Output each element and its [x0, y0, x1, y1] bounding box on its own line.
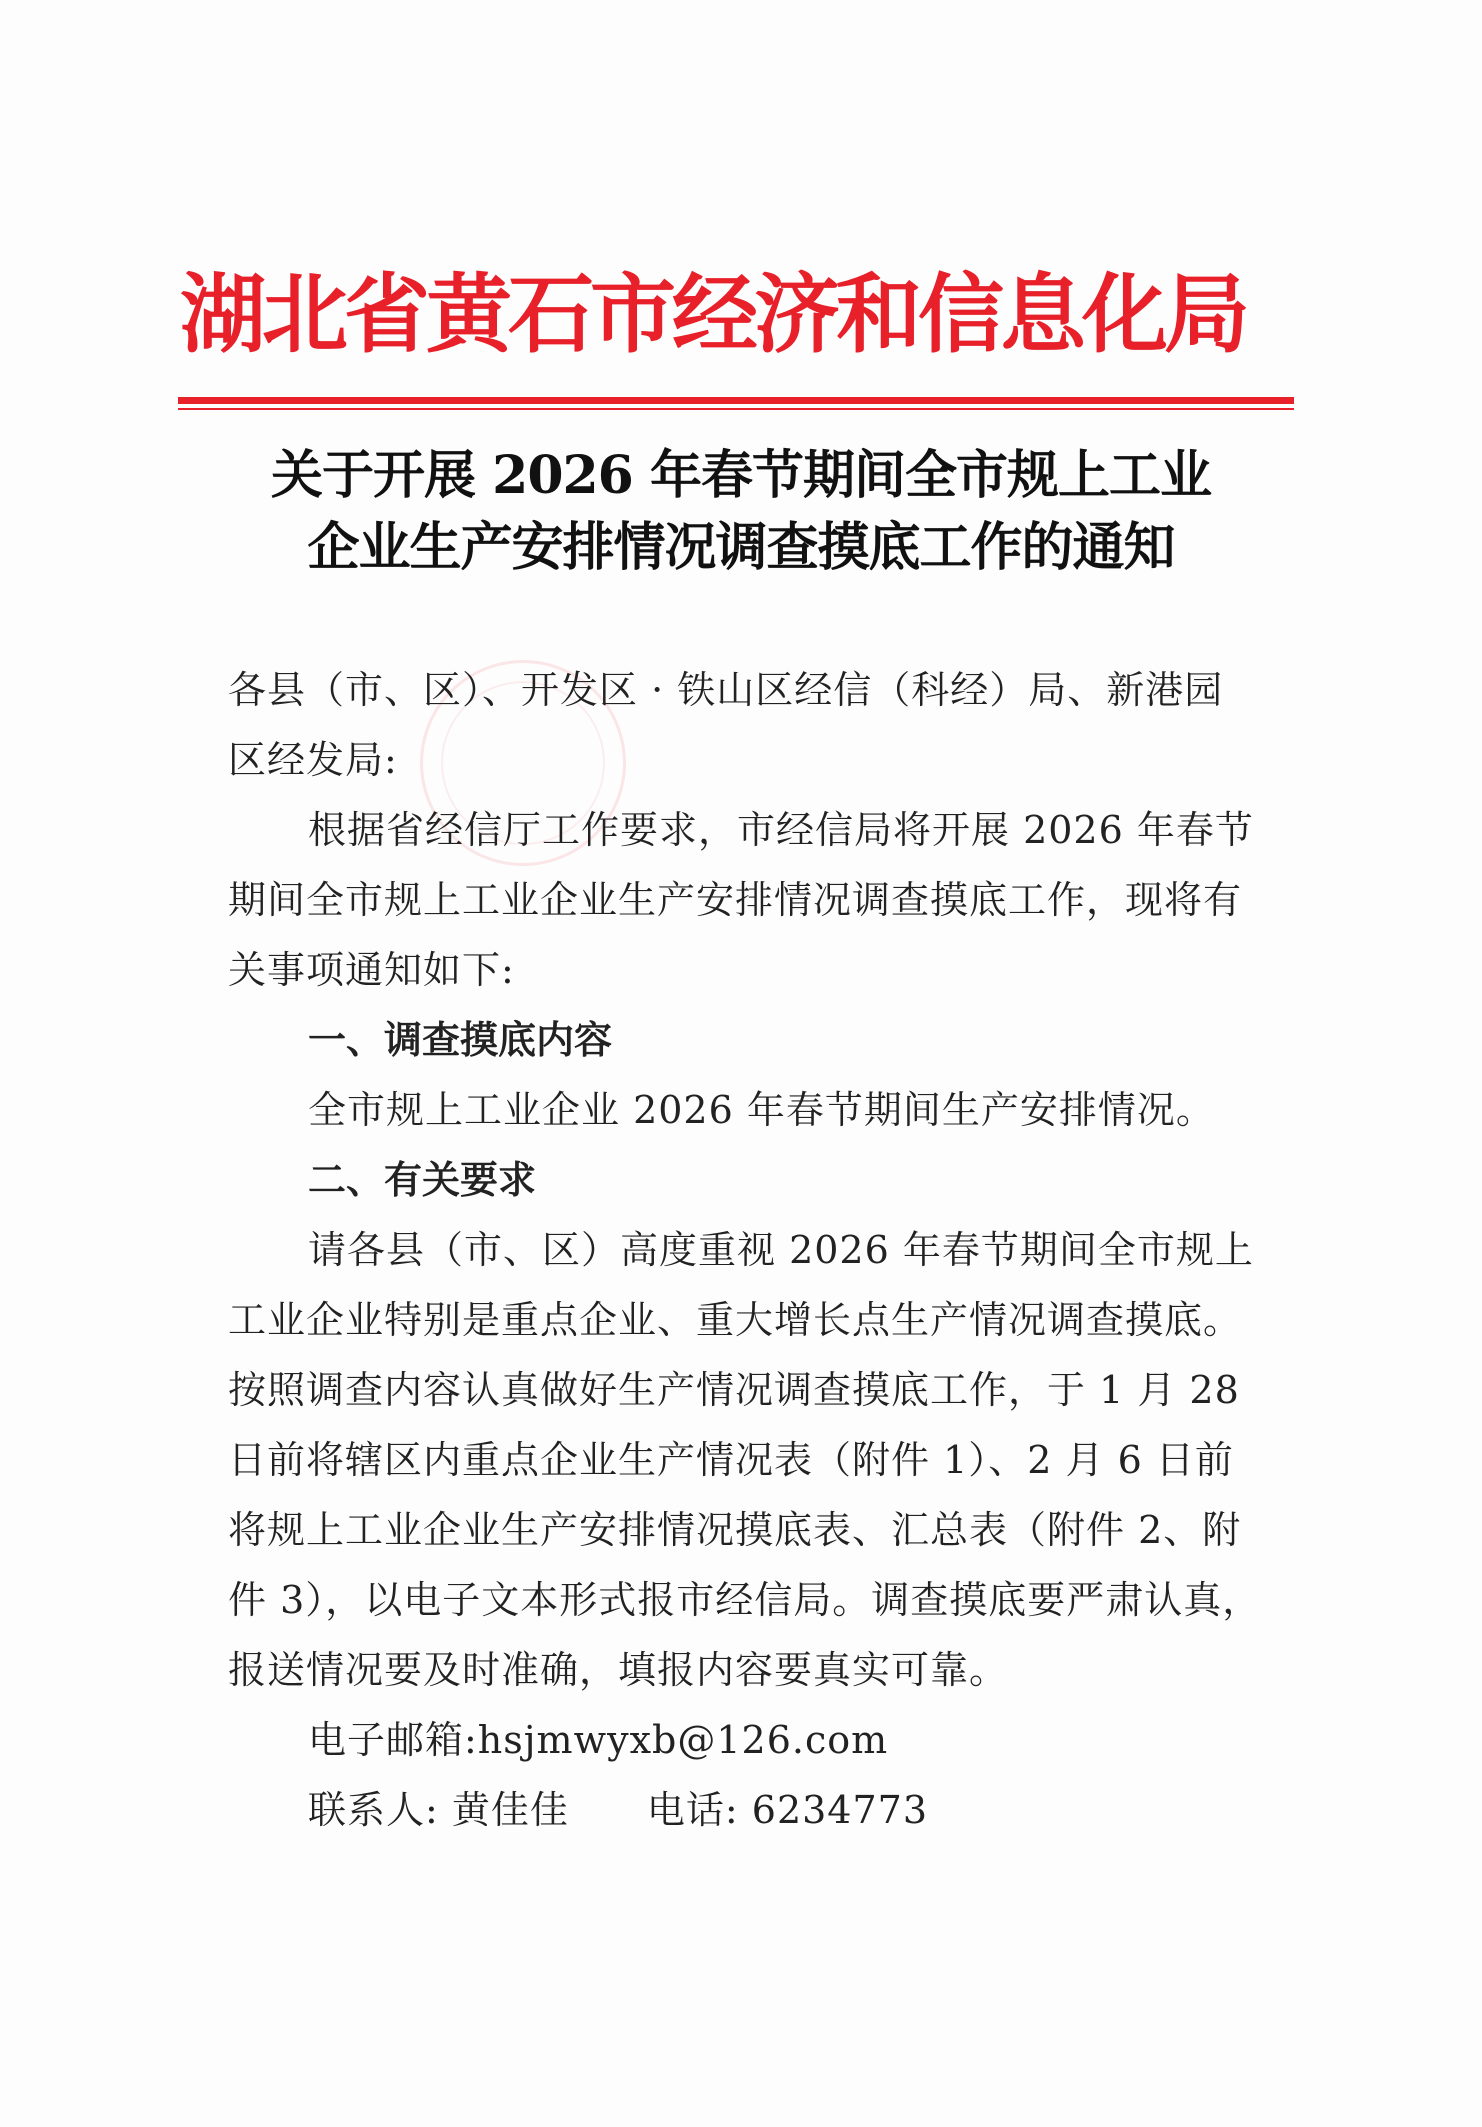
section-2-line-1: 请各县（市、区）高度重视 2026 年春节期间全市规上 [308, 1228, 1254, 1272]
section-2-line-2: 工业企业特别是重点企业、重大增长点生产情况调查摸底。 [228, 1298, 1243, 1342]
intro-line-3: 关事项通知如下: [228, 948, 515, 992]
addressee-line-1: 各县（市、区）、开发区 · 铁山区经信（科经）局、新港园 [228, 668, 1224, 712]
section-2-line-4: 日前将辖区内重点企业生产情况表（附件 1）、2 月 6 日前 [228, 1438, 1234, 1482]
red-divider-thick [178, 397, 1294, 404]
red-divider-thin [178, 408, 1294, 410]
addressee-line-2: 区经发局: [228, 738, 398, 782]
section-2-heading: 二、有关要求 [308, 1158, 537, 1202]
intro-line-1: 根据省经信厅工作要求，市经信局将开展 2026 年春节 [308, 808, 1254, 852]
section-2-line-3: 按照调查内容认真做好生产情况调查摸底工作，于 1 月 28 [228, 1368, 1240, 1412]
intro-line-2: 期间全市规上工业企业生产安排情况调查摸底工作，现将有 [228, 878, 1243, 922]
document-title-line-1: 关于开展 2026 年春节期间全市规上工业 [271, 445, 1211, 506]
section-1-text: 全市规上工业企业 2026 年春节期间生产安排情况。 [308, 1088, 1215, 1132]
section-2-line-7: 报送情况要及时准确，填报内容要真实可靠。 [228, 1648, 1009, 1692]
contact-email: 电子邮箱:hsjmwyxb@126.com [308, 1718, 889, 1762]
section-2-line-6: 件 3），以电子文本形式报市经信局。调查摸底要严肃认真， [228, 1578, 1262, 1622]
section-2-line-5: 将规上工业企业生产安排情况摸底表、汇总表（附件 2、附 [228, 1508, 1242, 1552]
section-1-heading: 一、调查摸底内容 [308, 1018, 613, 1062]
document-title-line-2: 企业生产安排情况调查摸底工作的通知 [307, 517, 1175, 578]
contact-person-phone: 联系人: 黄佳佳 电话: 6234773 [308, 1788, 929, 1832]
issuing-organization-header: 湖北省黄石市经济和信息化局 [180, 264, 1246, 365]
